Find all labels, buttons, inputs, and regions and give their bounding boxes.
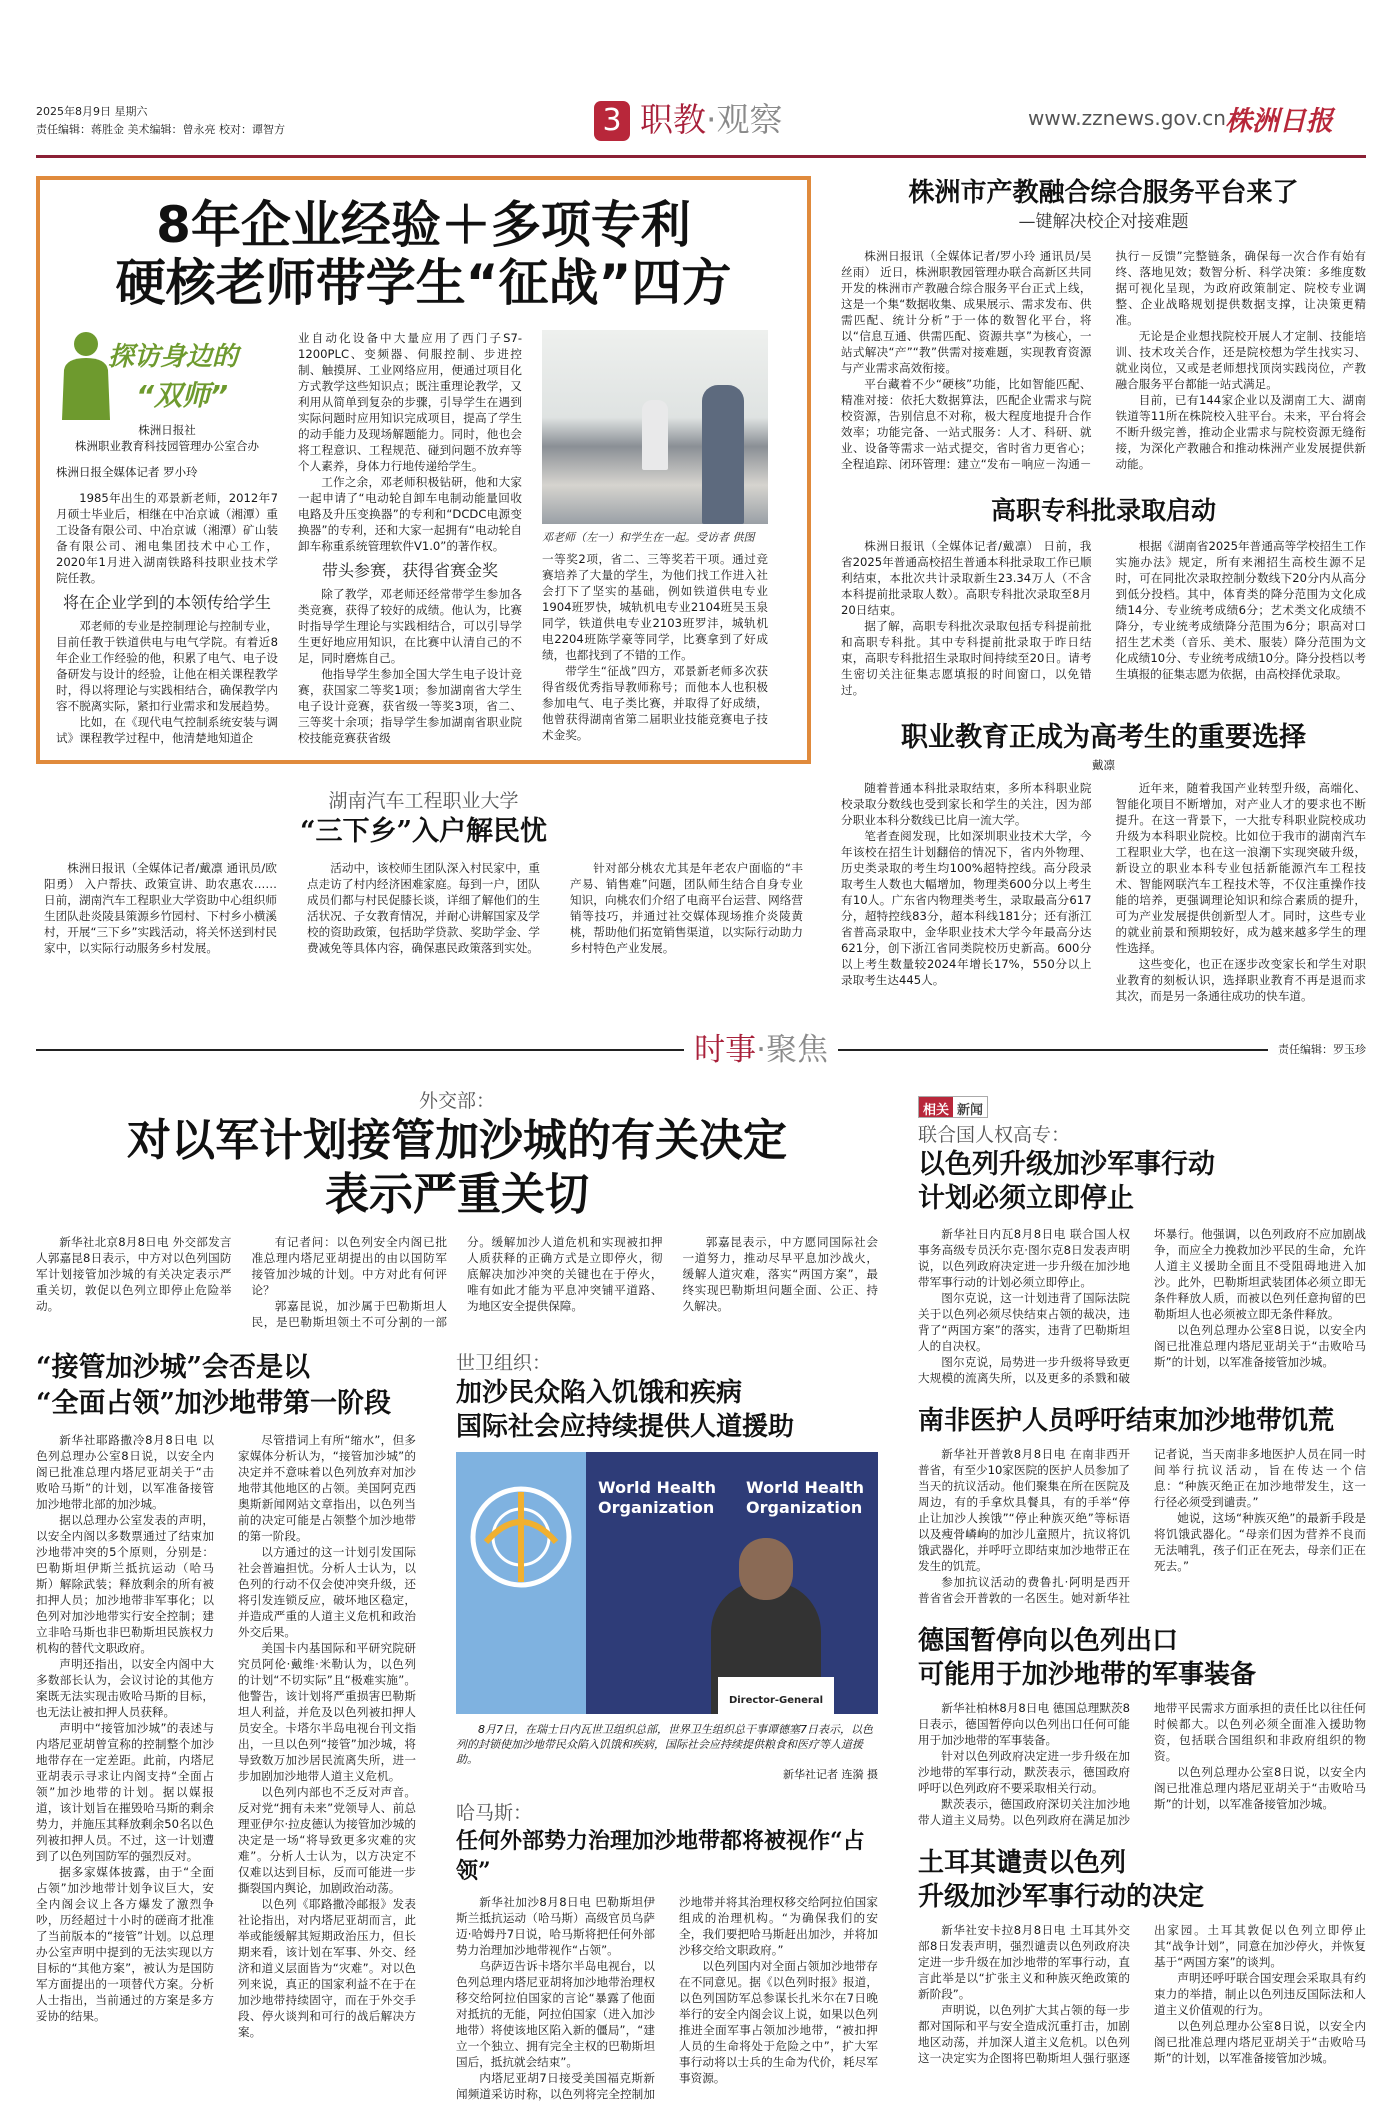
paragraph: 以色列总理办公室8日说，以安全内阁已批准总理内塔尼亚胡关于“击败哈马斯”的计划，以军准备接管加沙城。	[1154, 2019, 1366, 2065]
organizer-2: 株洲职业教育科技园管理办公室合办	[75, 439, 259, 453]
paragraph: 以色列内部也不乏反对声音。反对党“拥有未来”党领导人、前总理亚伊尔·拉皮德认为接管加沙城的决定是一场“将导致更多灾难的灾难”。分析人士认为，以方决定不仅难以达到目标，反而可能进一步撕裂国内舆论，加剧政治动荡。	[238, 1785, 416, 1895]
top-right-column	[841, 176, 1366, 1004]
paragraph: 针对以色列政府决定进一步升级在加沙地带的军事行动，默茨表示，德国政府呼吁以色列政府不要采取相关行动。	[918, 1749, 1130, 1795]
paragraph: 根据《湖南省2025年普通高等学校招生工作实施办法》规定，所有来湘招生高校生源不足时，可在同批次录取控制分数线下20分内从高分到低分投档。其中，体育类的降分范围为文化成绩14分、专业统考成绩6分；艺术类文化成绩不降分，专业统考成绩降分范围为6分；职高对口招生艺术类（音乐、美术、服装）降分范围为文化成绩10分、专业统考成绩10分。降分投档以考生填报的征集志愿为依据，由高校择优录取。	[1115, 539, 1366, 681]
top-left-column	[36, 176, 811, 956]
section-main: 职教	[640, 100, 706, 139]
paragraph: 声明还呼吁联合国安理会采取具有约束力的举措，制止以色列违反国际法和人道主义价值观的行为。	[1154, 1971, 1366, 2017]
paragraph: 以方通过的这一计划引发国际社会普遍担忧。分析人士认为，以色列的行动不仅会使冲突升级，还将引发连锁反应，破坏地区稳定，并造成严重的人道主义危机和政治外交后果。	[238, 1545, 416, 1639]
hamas-title: 任何外部势力治理加沙地带都将被视作“占领”	[456, 1828, 865, 1884]
paragraph: 无论是企业想找院校开展人才定制、技能培训、技术攻关合作，还是院校想为学生找实习、就业岗位，又或是老师想找顶岗实践岗位，产教融合服务平台都能一站式满足。	[1115, 329, 1366, 391]
tr-title-line1: 土耳其谴责以色列	[918, 1848, 1127, 1878]
who-title-line1: 加沙民众陷入饥饿和疾病	[456, 1378, 743, 1408]
feature-columns	[56, 330, 791, 746]
mfa-title-line2: 表示严重关切	[325, 1169, 589, 1220]
teacher-students-photo	[542, 330, 768, 524]
paragraph: 新华社柏林8月8日电 德国总理默茨8日表示，德国暂停向以色列出口任何可能用于加沙地带的军事装备。	[918, 1701, 1130, 1747]
paragraph: 新华社日内瓦8月8日电 联合国人权事务高级专员沃尔克·图尔克8日发表声明说，以色列政府决定进一步升级在加沙地带军事行动的计划必须立即停止。	[918, 1227, 1130, 1289]
page-content	[36, 176, 1366, 2102]
feature-body-col2	[298, 330, 522, 746]
middle-articles	[456, 1350, 878, 2102]
paragraph: 针对部分桃农尤其是年老农户面临的“丰产易、销售难”问题，团队师生结合自身专业知识，向桃农们介绍了电商平台运营、网络营销等技巧，并通过社交媒体现场推介炎陵黄桃，帮助他们拓宽销售渠道，以实际行动助力乡村特色产业发展。	[570, 861, 803, 955]
feature-col3	[542, 330, 768, 743]
paragraph: 乌萨迈告诉卡塔尔半岛电视台，以色列总理内塔尼亚胡将加沙地带治理权移交给阿拉伯国家的言论“暴露了他面对抵抗的无能，阿拉伯国家（进入加沙地带）将使该地区陷入新的僵局”，“建立一个独立、拥有完全主权的巴勒斯坦国后，抵抗就会结束”。	[456, 1959, 655, 2069]
un-title-line1: 以色列升级加沙军事行动	[918, 1149, 1215, 1180]
paragraph: 新华社北京8月8日电 外交部发言人郭嘉昆8日表示，中方对以色列国防军计划接管加沙城的有关决定表示严重关切，敦促以色列立即停止危险举动。	[36, 1235, 232, 1313]
takeover-title-line1: “接管加沙城”会否是以	[36, 1352, 311, 1383]
paragraph: 尽管措词上有所“缩水”，但多家媒体分析认为，“接管加沙城”的决定并不意味着以色列放弃对加沙地带其他地区的占领。美国阿克西奥斯新闻网站文章指出，以色列当前的决定可能是占领整个加沙地带的第一阶段。	[238, 1433, 416, 1543]
paragraph: 新华社安卡拉8月8日电 土耳其外交部8日发表声明，强烈谴责以色列政府决定进一步升级在加沙地带的军事行动，直言此举是以“扩张主义和种族灭绝政策的新阶段”。	[918, 1923, 1130, 2001]
column-logo-line2: “双师”	[136, 379, 229, 412]
de-title-line1: 德国暂停向以色列出口	[918, 1626, 1179, 1656]
vocational-byline: 戴凛	[1092, 758, 1115, 772]
section2-title	[694, 1030, 828, 1070]
paragraph: 他指导学生参加全国大学生电子设计竞赛，获国家二等奖1项；参加湖南省大学生电子设计竞赛，获省级一等奖3项，省二、三等奖十余项；指导学生参加湖南省职业院校技能竞赛获省级	[298, 667, 522, 745]
masthead-logo: 株洲日报	[1225, 106, 1333, 137]
paragraph: 内塔尼亚胡7日接受美国福克斯新闻频道采访时称，以色列将完全控制加沙地带并将其治理权移交给阿拉伯国家组成的治理机构。“为确保我们的安全，我们要把哈马斯赶出加沙，并将加沙移交给文职政府。”	[456, 1895, 878, 2101]
who-banner-line1: World Health	[746, 1478, 865, 1497]
paragraph: 株洲日报讯（全媒体记者/罗小玲 通讯员/吴丝雨） 近日，株洲职教园管理办联合高新区共同开发的株洲市产教融合综合服务平台正式上线，这是一个集“数据收集、成果展示、需求发布、供需匹配、统计分析”于一体的数智化平台，将以“信息互通、供需匹配、资源共享”为核心，一站式解决“产”“教”供需对接难题，实现教育资源与产业需求高效衔接。	[841, 249, 1092, 375]
sa-title: 南非医护人员呼吁结束加沙地带饥荒	[918, 1406, 1335, 1436]
de-body	[918, 1700, 1366, 1828]
column-logo	[56, 330, 278, 422]
related-tag-sub: 新闻	[957, 1103, 984, 1118]
who-banner-text	[598, 1478, 716, 1518]
section2-editor: 责任编辑：罗玉珍	[1278, 1043, 1366, 1056]
photo-caption: 邓老师（左一）和学生在一起。受访者 供图	[542, 531, 755, 544]
top-region	[36, 176, 1366, 1004]
paragraph: 一等奖2项，省二、三等奖若干项。通过竞赛培养了大量的学生，为他们找工作进入社会打下了坚实的基础，例如铁道供电专业1904班罗快，城轨机电专业2104班吴玉泉同学，铁道供电专业2103班罗沣，城轨机电2204班陈学豪等同学，比赛拿到了好成绩，也都找到了不错的工作。	[542, 552, 768, 662]
paragraph: 据多家媒体披露，由于“全面占领”加沙地带计划争议巨大，安全内阁会议上各方爆发了激烈争吵，历经超过十小时的磋商才批准了当前版本的“接管”计划。以总理办公室声明中提到的无法实现以方目标的“其他方案”，被认为是国防军方面提出的一项替代方案。分析人士指出，当前通过的方案是多方妥协的结果。	[36, 1865, 214, 2023]
paragraph: 新华社加沙8月8日电 巴勒斯坦伊斯兰抵抗运动（哈马斯）高级官员乌萨迈·哈姆丹7日说，哈马斯将把任何外部势力治理加沙地带视作“占领”。	[456, 1895, 655, 1957]
byline: 株洲日报全媒体记者 罗小玲	[56, 465, 198, 479]
photo-figure	[642, 400, 668, 470]
column-logo-line1: 探访身边的	[108, 342, 239, 372]
paragraph: 目前，已有144家企业以及湖南工大、湖南铁道等11所在株院校入驻平台。未来，平台将会不断升级完善，推动企业需求与院校资源无缝衔接，为深化产教融合和推动株洲产业发展提供新动能。	[1115, 393, 1366, 471]
site-url[interactable]: www.zznews.gov.cn	[1028, 106, 1226, 130]
related-tag-main: 相关	[919, 1097, 953, 1117]
paragraph: 近年来，随着我国产业转型升级，高端化、智能化项目不断增加，对产业人才的要求也不断提升。在这一背景下，一大批专科职业院校成功升级为本科职业院校。比如位于我市的湖南汽车工程职业大学，也在这一浪潮下实现突破升级，新设立的职业本科专业包括新能源汽车工程技术、智能网联汽车工程技术等，不仅注重操作技能的培养，更强调理论知识和综合素质的提升，可为产业发展提供创新型人才。同时，这些专业的就业前景和预期较好，成为越来越多学生的理性选择。	[1115, 781, 1366, 955]
feature-body-col3	[542, 551, 768, 743]
paragraph: 新华社耶路撒冷8月8日电 以色列总理办公室8日说，以安全内阁已批准总理内塔尼亚胡关于“击败哈马斯”的计划，以军准备接管加沙地带北部的加沙城。	[36, 1433, 214, 1511]
mfa-title-line1: 对以军计划接管加沙城的有关决定	[127, 1115, 787, 1166]
paragraph: 除了教学，邓老师还经常带学生参加各类竞赛，获得了较好的成绩。他认为，比赛时指导学生理论与实践相结合，可以引导学生更好地应用知识，在比赛中认清自己的不足，同时磨炼自己。	[298, 587, 522, 665]
who-credit: 新华社记者 连漪 摄	[783, 1768, 878, 1781]
rural-kicker: 湖南汽车工程职业大学	[328, 790, 519, 812]
paragraph: 美国卡内基国际和平研究院研究员阿伦·戴维·米勒认为，以色列的计划“不切实际”且“极难实施”。他警告，该计划将严重损害巴勒斯坦人利益，并危及以色列被扣押人员安全。卡塔尔半岛电视台刊文指出，一旦以色列“接管”加沙城，将导致数万加沙居民流离失所，进一步加剧加沙地带人道主义危机。	[238, 1641, 416, 1783]
paragraph: 声明中“接管加沙城”的表述与内塔尼亚胡曾宣称的控制整个加沙地带存在一定差距。此前，内塔尼亚胡表示寻求让内阁支持“全面占领”加沙地带的计划。据以媒报道，该计划旨在摧毁哈马斯的剩余势力，并施压其释放剩余50名以色列被扣押人员。不过，这一计划遭到了以色列国防军的强烈反对。	[36, 1721, 214, 1863]
paragraph: 以色列国内对全面占领加沙地带存在不同意见。据《以色列时报》报道，以色列国防军总参谋长扎米尔在7日晚举行的安全内阁会议上说，如果以色列推进全面军事占领加沙地带，“被扣押人员的生命将处于危险之中”，扩大军事行动将以士兵的生命为代价，耗尽军事资源。	[679, 1959, 878, 2085]
feature-title-line2: 硬核老师带学生“征战”四方	[115, 254, 732, 312]
paragraph: 图尔克说，局势进一步升级将导致更大规模的流离失所，以及更多的杀戮和破坏暴行。他强调，以色列政府不应加剧战争，而应全力挽救加沙平民的生命，允许人道主义援助全面且不受阻碍地进入加沙。此外，巴勒斯坦武装团体必须立即无条件释放人质，而被以色列任意拘留的巴勒斯坦人也必须被立即无条件释放。	[918, 1227, 1366, 1385]
paragraph: 笔者查阅发现，比如深圳职业技术大学，今年该校在招生计划翻倍的情况下，省内外物理、历史类录取的考生均100%超特控线。高分段录取考生人数也大幅增加，物理类600分以上考生有10人。广东省内物理类考生，录取最高分617分，超特控线83分，超本科线181分；还有浙江省普高录取中，金华职业技术大学今年最高分达621分，创下浙江省同类院校历史新高。600分以上考生数量较2024年增长17%，550分以上录取考生达445人。	[841, 829, 1092, 987]
un-kicker: 联合国人权高专：	[918, 1124, 1071, 1146]
feature-body-col1	[56, 490, 278, 746]
rural-title: “三下乡”入户解民忧	[299, 816, 548, 847]
paragraph: 据以总理办公室发表的声明，以安全内阁以多数票通过了结束加沙地带冲突的5个原则，分别是：巴勒斯坦伊斯兰抵抗运动（哈马斯）解除武装；释放剩余的所有被扣押人员；加沙地带非军事化；以色列对加沙地带实行安全控制；建立非哈马斯也非巴勒斯坦民族权力机构的替代文职政府。	[36, 1513, 214, 1655]
de-title-line2: 可能用于加沙地带的军事装备	[918, 1660, 1257, 1690]
paragraph: 比如，在《现代电气控制系统安装与调试》课程教学过程中，他清楚地知道企	[56, 715, 278, 745]
nameplate: Director-General	[718, 1677, 834, 1714]
takeover-title-line2: “全面占领”加沙地带第一阶段	[36, 1388, 392, 1419]
subheading: 将在企业学到的本领传给学生	[62, 593, 271, 612]
who-flag	[456, 1452, 586, 1714]
paragraph: 郭嘉昆说，加沙属于巴勒斯坦人民，是巴勒斯坦领土不可分割的一部分。缓解加沙人道危机和实现被扣押人质获释的正确方式是立即停火，彻底解决加沙冲突的关键也在于停火，唯有如此才能为平息冲突铺平道路、为地区安全提供保障。	[251, 1235, 663, 1329]
un-body	[918, 1226, 1366, 1386]
platform-title: 株洲市产教融合综合服务平台来了	[908, 178, 1299, 208]
feature-col1	[56, 330, 278, 746]
paragraph: 有记者问：以色列安全内阁已批准总理内塔尼亚胡提出的由以国防军接管加沙城的计划。中方对此有何评论？	[251, 1235, 447, 1297]
tr-body	[918, 1922, 1366, 2066]
paragraph: 图尔克说，这一计划违背了国际法院关于以色列必须尽快结束占领的裁决，违背了“两国方案”的落实，违背了巴勒斯坦人的自决权。	[918, 1291, 1130, 1353]
section2-sub: ·聚焦	[756, 1032, 828, 1068]
platform-subtitle: —键解决校企对接难题	[1018, 212, 1189, 232]
tr-title-line2: 升级加沙军事行动的决定	[918, 1882, 1205, 1912]
related-news-tag	[918, 1096, 988, 1118]
paragraph: 株洲日报讯（全媒体记者/戴凛 通讯员/欧阳勇） 入户帮扶、政策宣讲、助农惠农……日前，湖南汽车工程职业大学资助中心组织师生团队赴炎陵县策源乡竹园村、下村乡小横溪村，开展“三下乡”实践活动，将关怀送到村民家中，以实际行动服务乡村发展。	[44, 861, 277, 955]
admission-body	[841, 538, 1366, 698]
paragraph: 随着普通本科批录取结束，多所本科职业院校录取分数线也受到家长和学生的关注，因为部分职业本科分数线已比肩一流大学。	[841, 781, 1092, 827]
issue-date: 2025年8月9日 星期六	[36, 105, 148, 118]
mfa-kicker: 外交部：	[418, 1090, 495, 1112]
section-sub: ·观察	[706, 100, 783, 139]
section2-band	[36, 1030, 1366, 1070]
who-banner-text-2	[746, 1478, 864, 1518]
paragraph: 这些变化，也正在逐步改变家长和学生对职业教育的刻板认识，选择职业教育不再是退而求其次，而是另一条通往成功的快车道。	[1115, 957, 1366, 1003]
paragraph: 默茨表示，德国政府深切关注加沙地带人道主义局势。以色列政府在满足加沙地带平民需求方面承担的责任比以往任何时候都大。以色列必须全面准入援助物资，包括联合国组织和非政府组织的物资。	[918, 1701, 1366, 1827]
bottom-left-area	[36, 1088, 878, 2102]
paragraph: 业自动化设备中大量应用了西门子S7-1200PLC、变频器、伺服控制、步进控制、触摸屏、工业网络应用，便通过项目化方式教学这些知识点；既注重理论教学，又利用从简单到复杂的步骤，引导学生在遇到实际问题时应用知识完成项目，提高了学生的动手能力及现场解题能力。同时，他也会将工程意识、工程规范、碰到问题不放弃等个人素养，身体力行地传递给学生。	[298, 331, 522, 473]
feature-article	[36, 176, 811, 764]
page-number: 3	[594, 101, 630, 141]
paragraph: 声明说，以色列扩大其占领的每一步都对国际和平与安全造成沉重打击，加剧地区动荡，并加深人道主义危机。以色列这一决定实为企图将巴勒斯坦人强行驱逐出家园。土耳其敦促以色列立即停止其“战争计划”，同意在加沙停火，并恢复基于“两国方案”的谈判。	[918, 1923, 1366, 2065]
photo-figure	[702, 385, 744, 524]
page-editors: 责任编辑：蒋胜金 美术编辑：曾永亮 校对：谭智方	[36, 123, 285, 136]
paragraph: 新华社开普敦8月8日电 在南非西开普省，有至少10家医院的医护人员参加了当天的抗议活动。他们聚集在所在医院及周边，有的手拿炊具餐具，有的手举“停止让加沙人挨饿”“停止种族灭绝”等标语以及瘦骨嶙峋的加沙儿童照片，抗议将饥饿武器化，并呼吁立即结束加沙地带正在发生的饥荒。	[918, 1447, 1130, 1573]
organizer-1: 株洲日报社	[138, 423, 196, 437]
rural-body	[36, 860, 811, 956]
paragraph: 以色列《耶路撒冷邮报》发表社论指出，对内塔尼亚胡而言，此举或能缓解其短期政治压力，但长期来看，该计划在军事、外交、经济和道义层面皆为“灾难”。对以色列来说，真正的国家利益不在于在加沙地带持续固守，而在于外交手段、停火谈判和可行的战后解决方案。	[238, 1897, 416, 2039]
paragraph: 工作之余，邓老师积极钻研，他和大家一起申请了“电动轮自卸车电制动能量回收电路及升压变换器”的专利和“DCDC电源变换器”的专利，还和大家一起拥有“电动轮自卸车称重系统管理软件V1.0”的著作权。	[298, 475, 522, 553]
paragraph: 以色列总理办公室8日说，以安全内阁已批准总理内塔尼亚胡关于“击败哈马斯”的计划，以军准备接管加沙城。	[1154, 1323, 1366, 1369]
sa-body	[918, 1446, 1366, 1606]
who-title-line2: 国际社会应持续提供人道援助	[456, 1412, 795, 1442]
paragraph: 活动中，该校师生团队深入村民家中，重点走访了村内经济困难家庭。每到一户，团队成员们都与村民促膝长谈，详细了解他们的生活状况、子女教育情况，并耐心讲解国家及学校的资助政策，包括助学贷款、奖助学金、学费减免等具体内容，确保惠民政策落到实处。	[307, 861, 540, 955]
un-emblem-icon	[466, 1482, 576, 1592]
who-banner-line1: World Health	[598, 1478, 717, 1497]
related-news-column	[918, 1088, 1366, 2066]
feature-title-line1: 8年企业经验＋多项专利	[156, 196, 691, 254]
paragraph: 1985年出生的邓景新老师，2012年7月硕士毕业后，相继在中冶京诚（湘潭）重工设备有限公司、中冶京诚（湘潭）矿山装备有限公司、湘电集团技术中心工作，2020年1月进入湖南铁路科技职业技术学院任教。	[56, 491, 278, 585]
section-rule-left	[36, 1049, 684, 1051]
paragraph: 株洲日报讯（全媒体记者/戴凛） 日前，我省2025年普通高校招生普通本科批录取工作已顺利结束，本批次共计录取新生23.34万人（不含本科提前批录取人数）。高职专科批次录取至8月20日结束。	[841, 539, 1092, 617]
paragraph: 她说，这场“种族灭绝”的最新手段是将饥饿武器化。“母亲们因为营养不良而无法哺乳，孩子们正在死去，母亲们正在死去。”	[1154, 1511, 1366, 1573]
vocational-body	[841, 780, 1366, 1004]
section-title	[640, 98, 783, 142]
section-rule-right	[838, 1049, 1268, 1051]
un-title-line2: 计划必须立即停止	[918, 1183, 1134, 1214]
lower-articles	[36, 1350, 878, 2102]
hamas-kicker: 哈马斯：	[456, 1802, 533, 1824]
speaker-head	[739, 1538, 793, 1600]
header-rule	[36, 155, 1366, 158]
takeover-body	[36, 1432, 416, 2040]
admission-title: 高职专科批录取启动	[990, 496, 1216, 525]
paragraph: 以色列总理办公室8日说，以安全内阁已批准总理内塔尼亚胡关于“击败哈马斯”的计划，以军准备接管加沙城。	[1154, 1765, 1366, 1811]
paragraph: 带学生“征战”四方，邓景新老师多次获得省级优秀指导教师称号；而他本人也积极参加电气、电子类比赛，并取得了好成绩，他曾获得湖南省第二届职业技能竞赛电子技术金奖。	[542, 664, 768, 742]
takeover-article	[36, 1350, 416, 2040]
who-banner-line2: Organization	[598, 1498, 715, 1517]
person-silhouette-icon	[56, 330, 116, 420]
paragraph: 郭嘉昆表示，中方愿同国际社会一道努力，推动尽早平息加沙战火，缓解人道灾难，落实“两国方案”，最终实现巴勒斯坦问题全面、公正、持久解决。	[682, 1235, 878, 1313]
subheading: 带头参赛，获得省赛金奖	[321, 561, 498, 580]
hamas-body	[456, 1894, 878, 2102]
who-banner-line2: Organization	[746, 1498, 863, 1517]
who-kicker: 世卫组织：	[456, 1352, 552, 1374]
who-caption: 8月7日，在瑞士日内瓦世卫组织总部，世界卫生组织总干事谭德塞7日表示，以色列的封锁使加沙地带民众陷入饥饿和疾病，国际社会应持续提供粮食和医疗等人道援助。	[456, 1723, 873, 1766]
platform-body	[841, 248, 1366, 472]
paragraph: 据了解，高职专科批次录取包括专科提前批和高职专科批。其中专科提前批录取于昨日结束，高职专科批招生录取时间持续至20日。请考生密切关注征集志愿填报的时间窗口，以免错过。	[841, 619, 1092, 697]
rural-article	[36, 788, 811, 956]
paragraph: 平台藏着不少“硬核”功能，比如智能匹配、精准对接：依托大数据算法，匹配企业需求与院校资源，告别信息不对称，极大程度地提升合作效率；功能完备、一站式服务：人才、科研、就业、设备等需求一站式提交，省时省力更省心；全程追踪、闭环管理：建立“发布－响应－沟通－执行－反馈”完整链条，确保每一次合作有始有终、落地见效；数智分析、科学决策：多维度数据可视化呈现，为政府政策制定、院校专业调整、企业战略规划提供数据支撑，让决策更精准。	[841, 249, 1366, 471]
paragraph: 声明还指出，以安全内阁中大多数部长认为，会议讨论的其他方案既无法实现击败哈马斯的目标，也无法让被扣押人员获释。	[36, 1657, 214, 1719]
section2-main: 时事	[694, 1032, 757, 1068]
paragraph: 邓老师的专业是控制理论与控制专业，目前任教于铁道供电与电气学院。有着近8年企业工作经验的他，积累了电气、电子设备研发与设计的经验，让他在相关课程教学时，得以将理论与实践相结合，确保教学内容不脱离实际，紧扣行业需求和发展趋势。	[56, 619, 278, 713]
bottom-region	[36, 1088, 1366, 2102]
who-press-photo	[456, 1452, 878, 1714]
mfa-body	[36, 1234, 878, 1330]
paragraph: 参加抗议活动的费鲁扎·阿明是西开普省省会开普敦的一名医生。她对新华社记者说，当天南非多地医护人员在同一时间举行抗议活动，旨在传达一个信息：“种族灭绝正在加沙地带发生，这一行径必须受到谴责。”	[918, 1447, 1366, 1605]
vocational-title: 职业教育正成为高考生的重要选择	[901, 722, 1306, 753]
